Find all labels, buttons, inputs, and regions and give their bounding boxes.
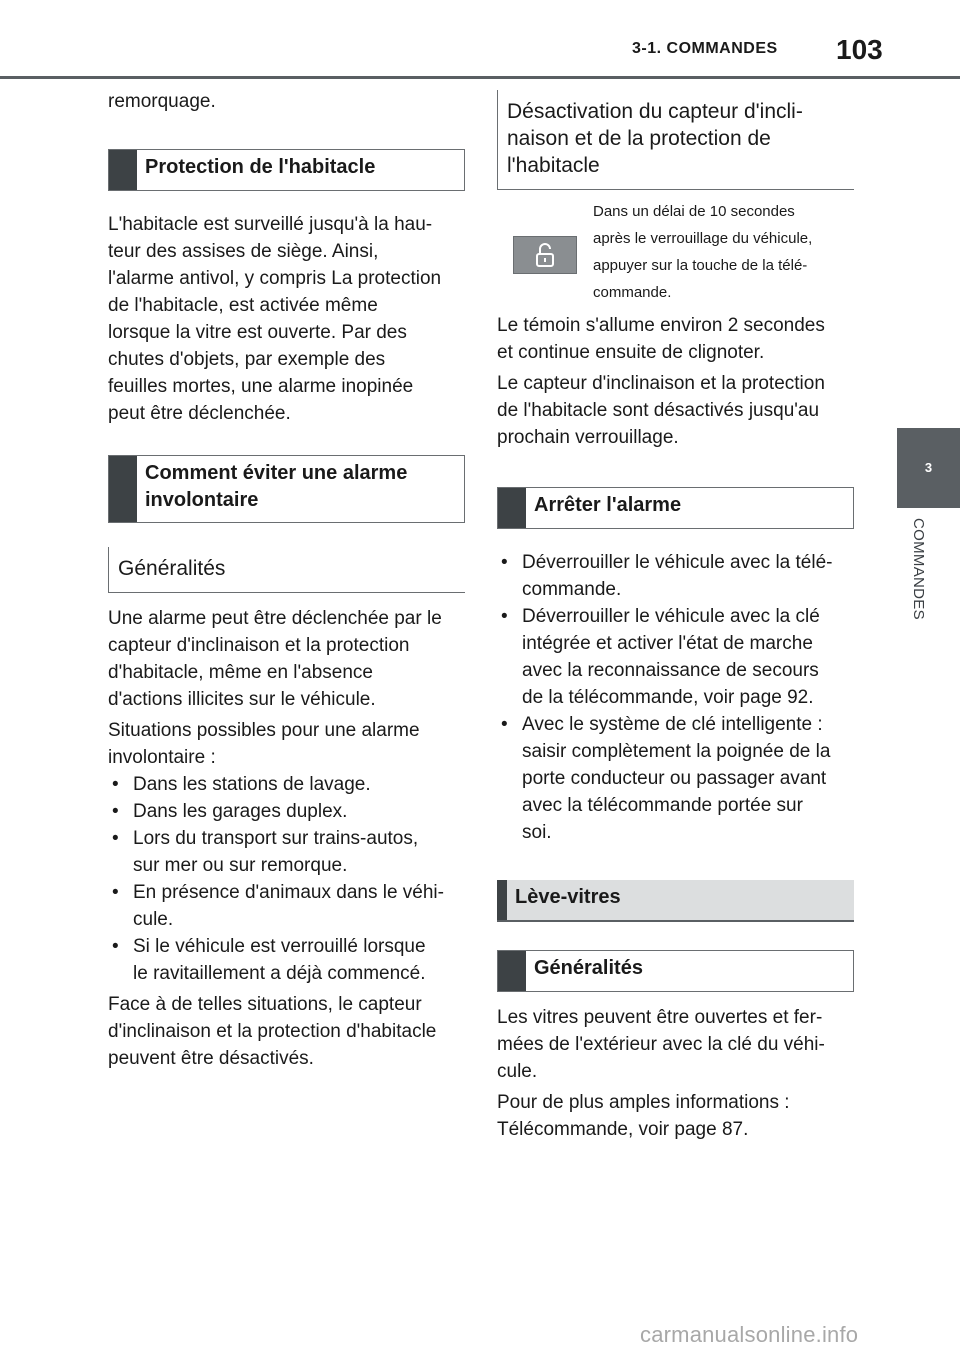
unlock-icon xyxy=(534,242,556,268)
list-item: • Si le véhicule est verrouillé lorsque le ravitaillement a déjà commencé. xyxy=(108,933,465,987)
alarme-paragraph: Une alarme peut être déclenchée par le capteur d'inclinaison et la protection d'habitacle, même en l'absence d'actions illicites sur le véhicule. xyxy=(108,608,442,710)
page-header xyxy=(0,0,960,78)
heading-title: Arrêter l'alarme xyxy=(534,494,682,516)
desactivation-paragraph: Face à de telles situations, le capteur d'inclinaison et la protection d'habitacle peuvent être désactivés. xyxy=(108,994,437,1069)
page-number: 103 xyxy=(836,34,883,65)
heading-title: Comment éviter une alarme involontaire xyxy=(145,462,408,511)
situations-list xyxy=(108,771,465,987)
lock-button-illustration xyxy=(513,236,577,274)
subheading-generalites: Généralités xyxy=(108,547,465,593)
heading-protection-habitacle xyxy=(108,149,465,191)
header-rule xyxy=(0,76,960,79)
heading-bar xyxy=(498,488,526,528)
habitacle-paragraph: L'habitacle est surveillé jusqu'à la hau- teur des assises de siège. Ainsi, l'alarme antivol, y compris La protection de l'habitacle, est activée même lorsque la vitre est ouverte. Par des chutes d'objets, par exemple des feuilles mortes, une alarme inopinée peut être déclenchée. xyxy=(108,214,442,424)
section-title: 3-1. COMMANDES xyxy=(632,40,778,57)
list-item: • Dans les garages duplex. xyxy=(108,798,465,825)
watermark: carmanualsonline.info xyxy=(640,1322,859,1347)
remote-instruction xyxy=(497,198,854,306)
heading-bar xyxy=(498,951,526,991)
heading-bar xyxy=(497,880,507,920)
heading-bar xyxy=(109,456,137,522)
heading-title: Généralités xyxy=(534,957,643,979)
heading-leve-vitres xyxy=(497,880,854,922)
chapter-side-label: COMMANDES xyxy=(910,518,927,620)
heading-arreter-alarme xyxy=(497,487,854,529)
list-item: • Lors du transport sur trains-autos, sur mer ou sur remorque. xyxy=(108,825,465,879)
right-column xyxy=(497,90,854,1147)
chapter-tab[interactable]: 3 xyxy=(897,428,960,508)
informations-paragraph: Pour de plus amples informations : Télécommande, voir page 87. xyxy=(497,1092,790,1140)
capteur-paragraph: Le capteur d'inclinaison et la protection de l'habitacle sont désactivés jusqu'au prochain verrouillage. xyxy=(497,373,825,448)
list-item: • Avec le système de clé intelligente : saisir complètement la poignée de la porte conducteur ou passager avant avec la télécommande portée sur soi. xyxy=(497,711,854,846)
icon-instruction-text: Dans un délai de 10 secondes après le verrouillage du véhicule, appuyer sur la touche de la télé- commande. xyxy=(593,203,813,301)
intro-text: remorquage. xyxy=(108,91,216,112)
list-item: • Déverrouiller le véhicule avec la clé intégrée et activer l'état de marche avec la reconnaissance de secours de la télécommande, voir page 92. xyxy=(497,603,854,711)
list-item: • Dans les stations de lavage. xyxy=(108,771,465,798)
left-column xyxy=(108,88,465,1076)
subheading-desactivation: Désactivation du capteur d'incli- naison et de la protection de l'habitacle xyxy=(497,90,854,190)
temoin-paragraph: Le témoin s'allume environ 2 secondes et continue ensuite de clignoter. xyxy=(497,315,825,363)
heading-eviter-alarme xyxy=(108,455,465,523)
situations-paragraph: Situations possibles pour une alarme involontaire : xyxy=(108,720,420,768)
heading-bar xyxy=(109,150,137,190)
heading-title: Lève-vitres xyxy=(515,886,621,908)
list-item: • En présence d'animaux dans le véhi- cule. xyxy=(108,879,465,933)
arreter-list xyxy=(497,549,854,846)
heading-title: Protection de l'habitacle xyxy=(145,156,376,178)
list-item: • Déverrouiller le véhicule avec la télé- commande. xyxy=(497,549,854,603)
vitres-paragraph: Les vitres peuvent être ouvertes et fer- mées de l'extérieur avec la clé du véhi- cule. xyxy=(497,1007,825,1082)
heading-generalites xyxy=(497,950,854,992)
